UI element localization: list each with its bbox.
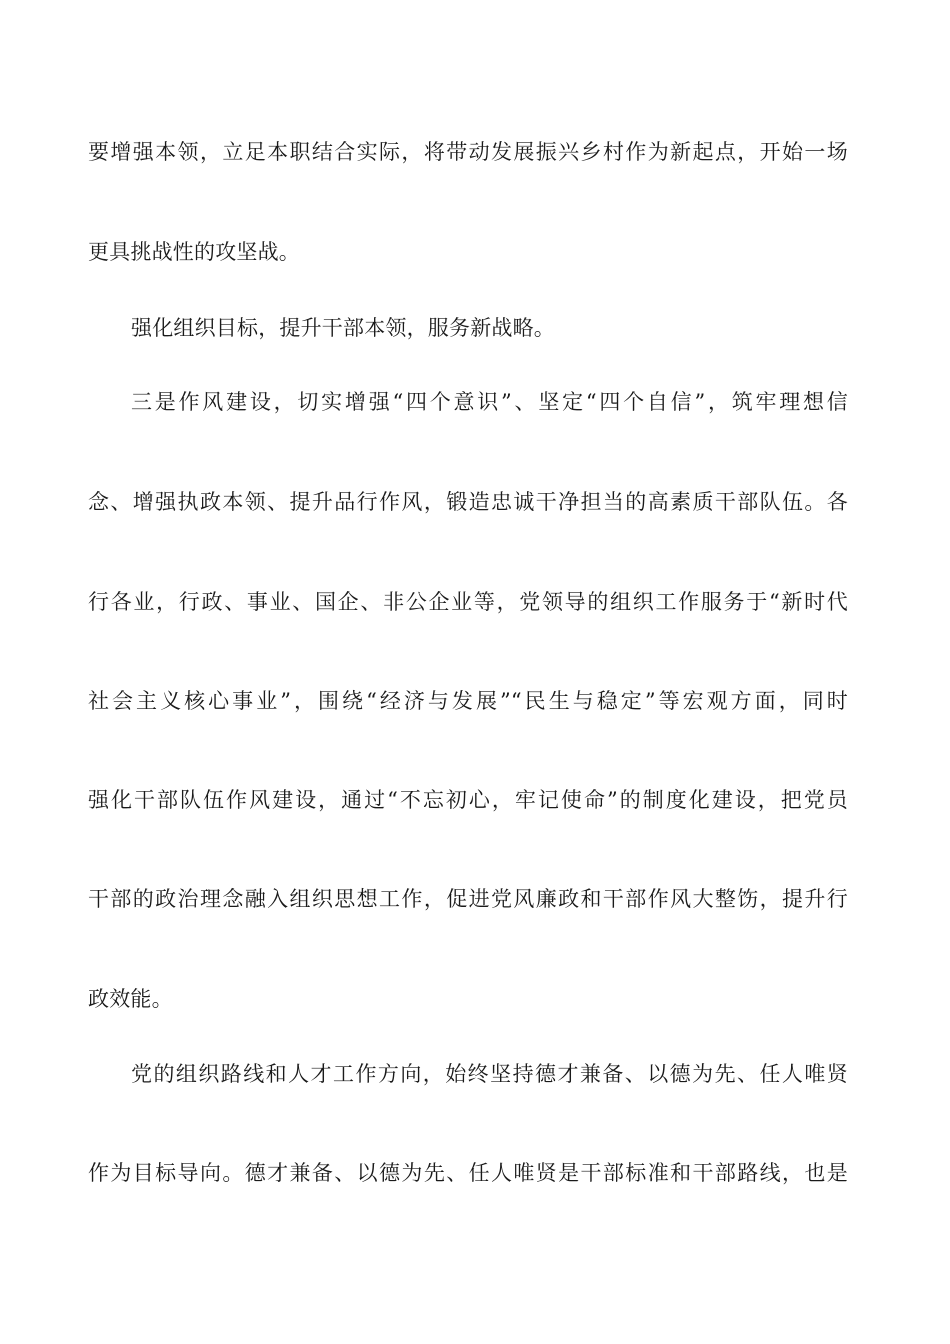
text-line-5: 念、增强执政本领、提升品行作风，锻造忠诚干净担当的高素质干部队伍。各	[88, 490, 848, 514]
text-line-1: 要增强本领，立足本职结合实际，将带动发展振兴乡村作为新起点，开始一场	[88, 140, 848, 164]
text-line-2: 更具挑战性的攻坚战。	[88, 240, 300, 264]
text-line-8: 强化干部队伍作风建设，通过“不忘初心，牢记使命”的制度化建设，把党员	[88, 788, 848, 812]
text-line-3: 强化组织目标，提升干部本领，服务新战略。	[131, 316, 555, 340]
text-line-7: 社会主义核心事业”，围绕“经济与发展”“民生与稳定”等宏观方面，同时	[88, 689, 848, 713]
text-line-4: 三是作风建设，切实增强“四个意识”、坚定“四个自信”，筑牢理想信	[131, 390, 848, 414]
text-line-12: 作为目标导向。德才兼备、以德为先、任人唯贤是干部标准和干部路线，也是	[88, 1161, 848, 1185]
text-line-6: 行各业，行政、事业、国企、非公企业等，党领导的组织工作服务于“新时代	[88, 590, 848, 614]
text-line-10: 政效能。	[88, 987, 173, 1011]
text-line-9: 干部的政治理念融入组织思想工作，促进党风廉政和干部作风大整饬，提升行	[88, 887, 848, 911]
text-line-11: 党的组织路线和人才工作方向，始终坚持德才兼备、以德为先、任人唯贤	[131, 1062, 848, 1086]
